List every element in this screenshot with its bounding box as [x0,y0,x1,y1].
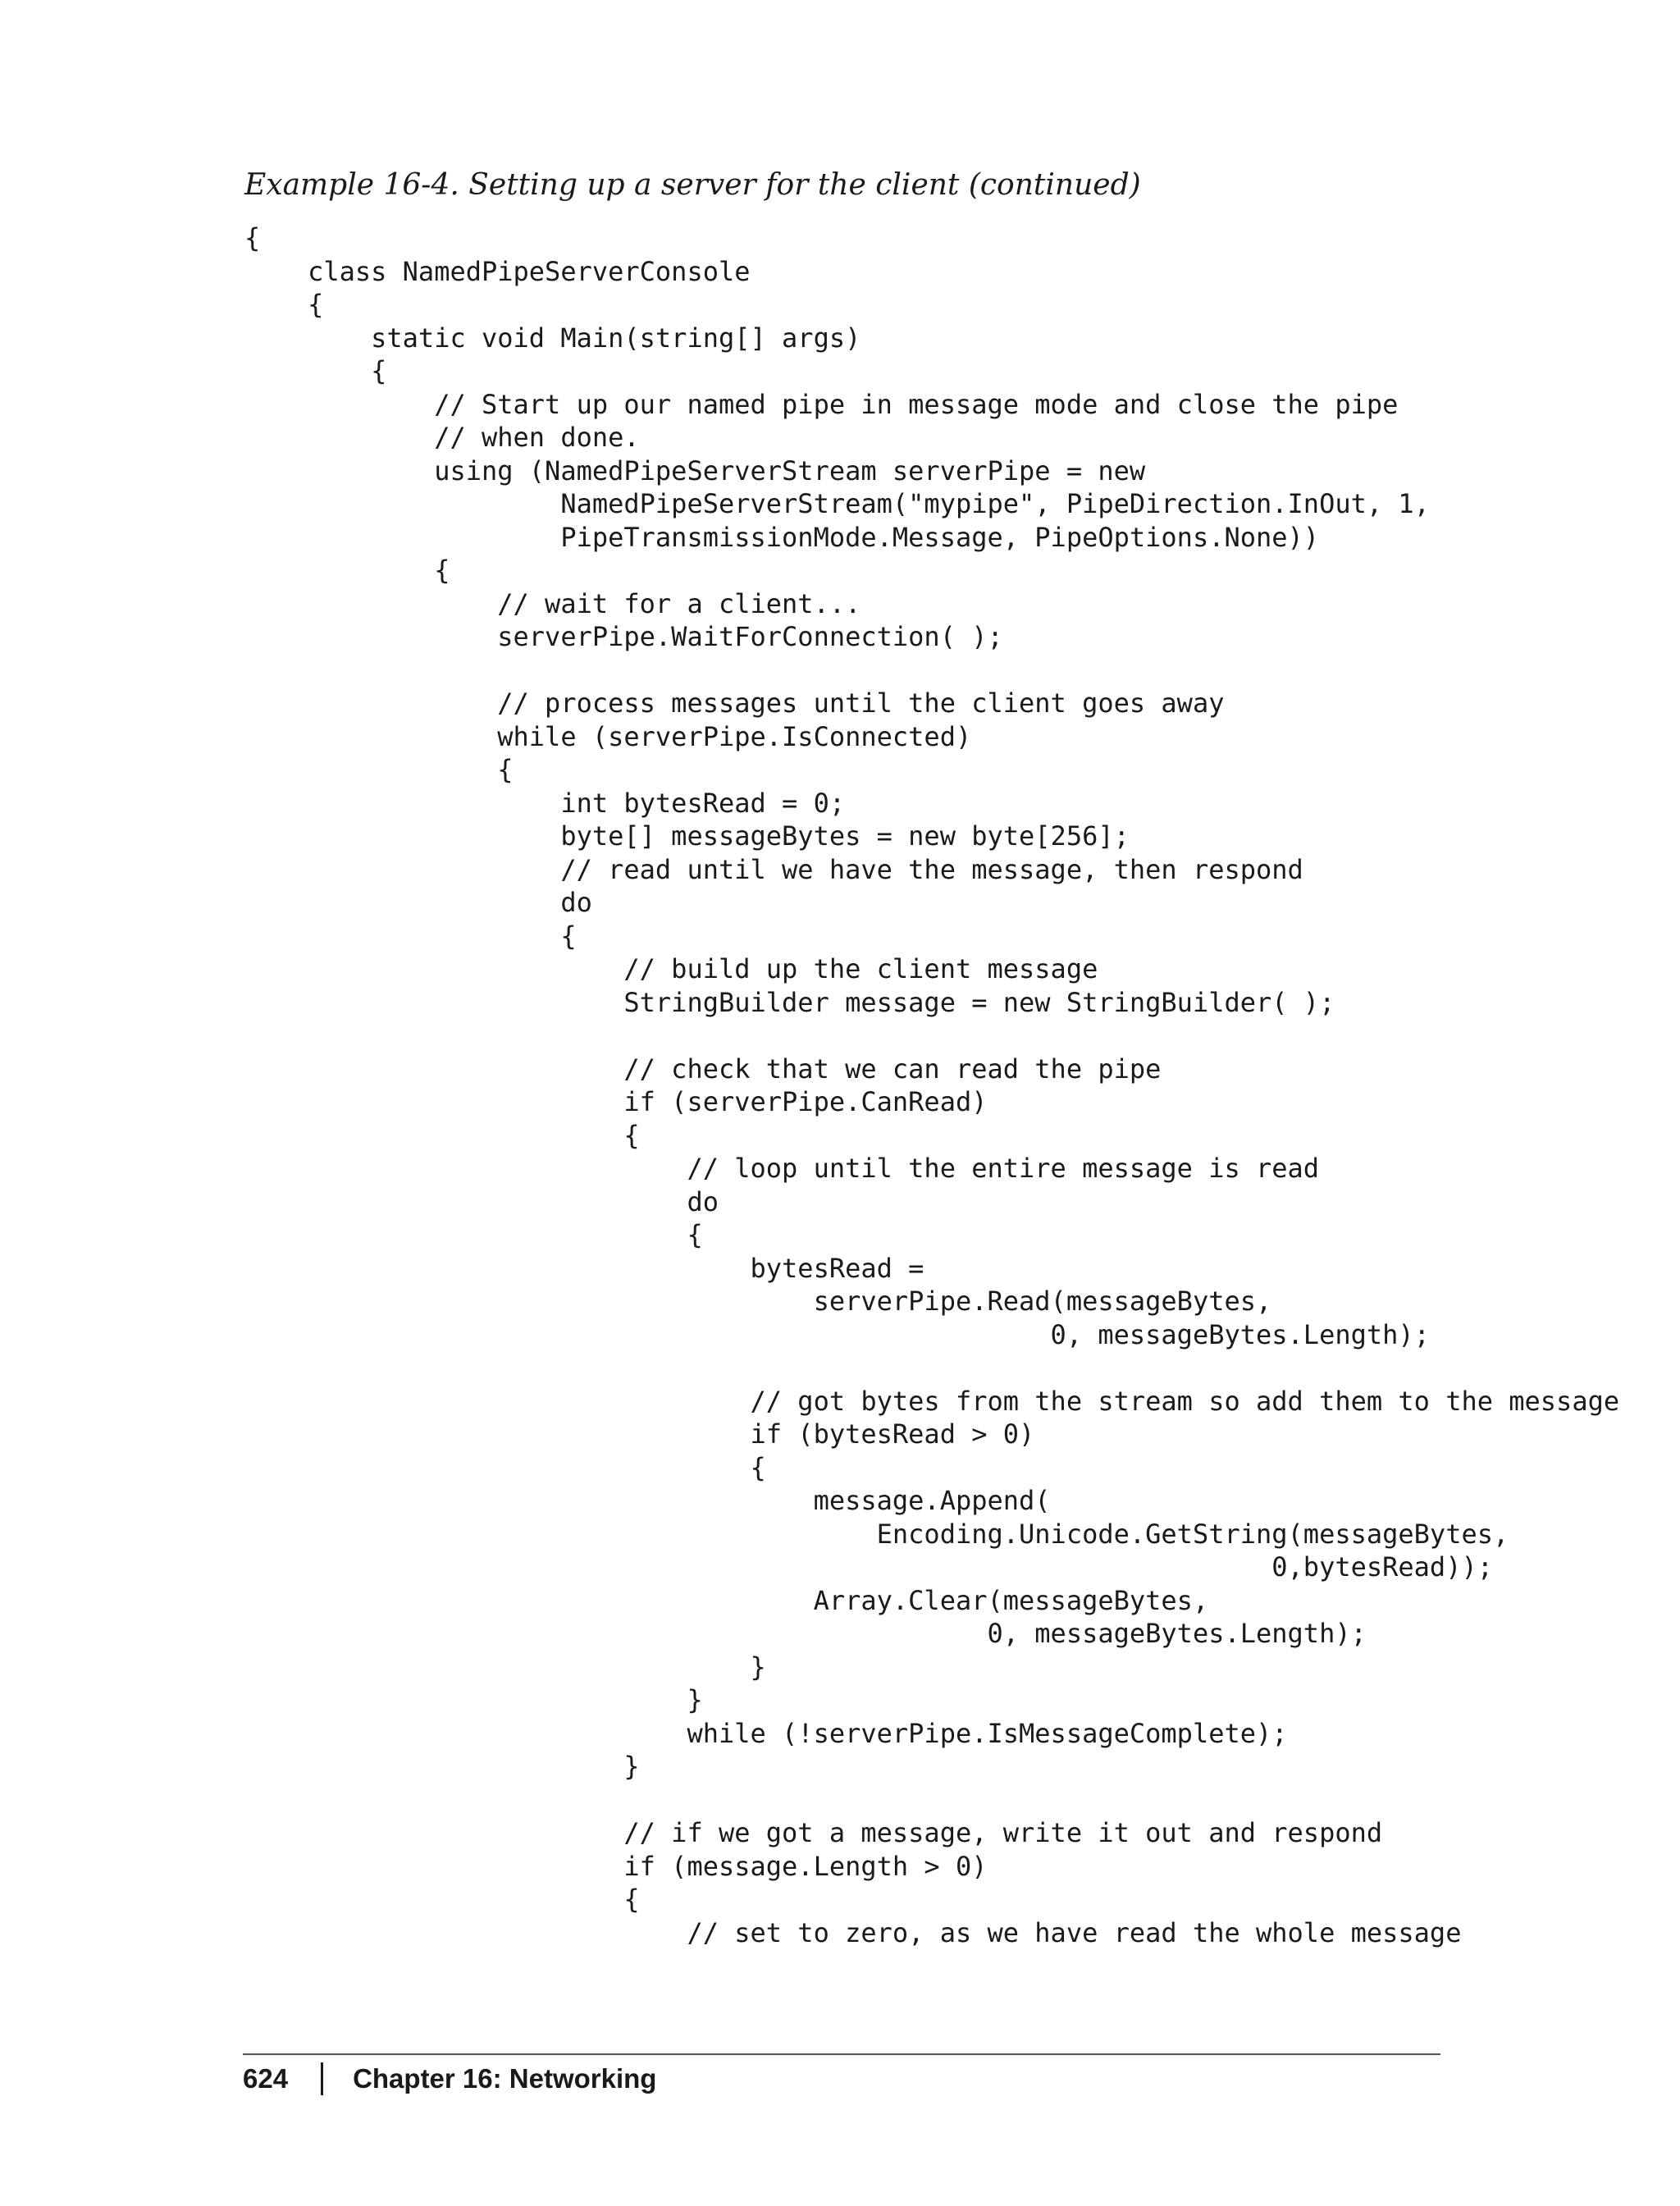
code-line: serverPipe.Read(messageBytes, [244,1286,1272,1317]
code-line: NamedPipeServerStream("mypipe", PipeDirection.InOut, 1, [244,488,1430,519]
code-line: while (!serverPipe.IsMessageComplete); [244,1717,1288,1749]
code-line [244,1351,1619,1385]
page-footer [243,2062,656,2095]
code-line: } [244,1651,766,1683]
code-line: serverPipe.WaitForConnection( ); [244,621,1003,652]
example-caption: Example 16-4. Setting up a server for the client (continued) [244,168,1141,202]
code-line: { [244,289,324,320]
code-line: // got bytes from the stream so add them to the message [244,1385,1620,1417]
code-line: int bytesRead = 0; [244,787,846,819]
code-line: do [244,887,592,918]
code-line: using (NamedPipeServerStream serverPipe = new [244,454,1146,486]
code-line: do [244,1185,719,1217]
code-line: if (bytesRead > 0) [244,1418,1035,1450]
code-line: 0,bytesRead)); [244,1551,1493,1583]
code-line: // build up the client message [244,953,1098,984]
code-line [244,654,1619,687]
code-line: 0, messageBytes.Length); [244,1318,1430,1350]
code-line: byte[] messageBytes = new byte[256]; [244,820,1130,852]
code-line: { [244,1884,640,1915]
code-line [244,1784,1619,1817]
code-line: // read until we have the message, then respond [244,853,1303,885]
code-line: { [244,1119,640,1151]
code-line: Array.Clear(messageBytes, [244,1584,1209,1616]
code-line: message.Append( [244,1485,1051,1516]
code-line: 0, messageBytes.Length); [244,1618,1367,1649]
code-line: { [244,355,387,386]
code-line: class NamedPipeServerConsole [244,255,751,287]
page-number: 624 [243,2063,289,2094]
chapter-title: Chapter 16: Networking [353,2063,657,2094]
code-listing [244,222,1619,1949]
code-line: // Start up our named pipe in message mode and close the pipe [244,388,1399,420]
code-line: bytesRead = [244,1252,924,1284]
code-line: // check that we can read the pipe [244,1053,1162,1085]
code-line: { [244,920,577,952]
code-line: PipeTransmissionMode.Message, PipeOptions.None)) [244,521,1320,553]
code-line: } [244,1684,703,1715]
code-line: static void Main(string[] args) [244,322,861,354]
code-line: if (message.Length > 0) [244,1850,988,1882]
code-line: // if we got a message, write it out and respond [244,1817,1383,1848]
code-line: while (serverPipe.IsConnected) [244,720,972,752]
code-line: } [244,1751,640,1782]
code-line: StringBuilder message = new StringBuilder( ); [244,986,1335,1018]
code-line: { [244,222,261,253]
code-line: // wait for a client... [244,587,861,619]
code-line: // set to zero, as we have read the whole message [244,1916,1462,1948]
code-line: // when done. [244,422,640,453]
code-line: // process messages until the client goes away [244,687,1225,719]
code-line: { [244,754,514,785]
code-line: // loop until the entire message is read [244,1153,1320,1184]
code-line: { [244,555,450,586]
footer-rule [243,2053,1440,2055]
footer-separator [321,2062,323,2095]
code-line: if (serverPipe.CanRead) [244,1086,988,1117]
code-line: { [244,1219,703,1250]
code-line: { [244,1451,766,1483]
code-line: Encoding.Unicode.GetString(messageBytes, [244,1518,1509,1550]
code-line [244,1019,1619,1053]
